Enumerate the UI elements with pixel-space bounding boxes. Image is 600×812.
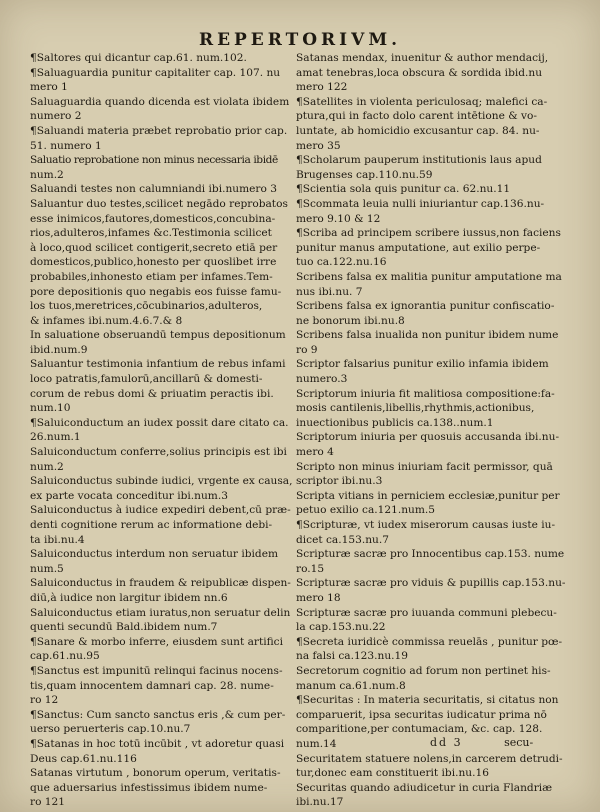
index-line: Securitas quando adiudicetur in curia Flandriæ [296, 781, 553, 794]
index-line: ro.15 [296, 562, 325, 575]
index-line: tuo ca.122.nu.16 [296, 256, 387, 269]
signature-mark: dd 3 [430, 736, 463, 749]
index-line: num.10 [30, 402, 71, 415]
index-line: rios,adulteros,infames &c.Testimonia scilicet [30, 227, 272, 240]
index-line: ro 12 [30, 694, 59, 707]
index-line: corum de rebus domi & priuatim peractis ibi. [30, 387, 274, 400]
index-line: num.2 [30, 168, 64, 181]
index-line: manum ca.61.num.8 [296, 679, 406, 692]
index-line: ne bonorum ibi.nu.8 [296, 314, 405, 327]
index-line: tur,donec eam constituerit ibi.nu.16 [296, 767, 489, 780]
index-line: ¶Secreta iuridicè commissa reuelās , punitur pœ- [296, 635, 563, 648]
index-line: probabiles,inhonesto etiam per infames.Tem- [30, 270, 273, 283]
index-line: Saluiconductus subinde iudici, vrgente ex causa, [30, 475, 293, 488]
index-line: ibid.num.9 [30, 343, 88, 356]
index-line: Scripturæ sacræ pro viduis & pupillis cap.153.nu- [296, 577, 566, 590]
index-line: & infames ibi.num.4.6.7.& 8 [30, 314, 183, 327]
index-line: num.5 [30, 562, 64, 575]
index-line: Satanas mendax, inuenitur & author mendacij, [296, 52, 549, 64]
index-line: esse inimicos,fautores,domesticos,concubina- [30, 212, 276, 225]
catchword: secu- [504, 736, 534, 749]
index-line: mero 122 [296, 81, 348, 94]
index-line: ¶Scommata leuia nulli iniuriantur cap.136.nu- [296, 197, 545, 210]
index-line: Satanas virtutum , bonorum operum, veritatis- [30, 767, 281, 780]
index-line: nus ibi.nu. 7 [296, 285, 363, 298]
index-line: ¶Scriba ad principem scribere iussus,non faciens [296, 227, 561, 240]
index-line: ro 121 [30, 796, 66, 809]
index-line: amat tenebras,loca obscura & sordida ibid.nu [296, 66, 543, 79]
index-line: quenti secundū Bald.ibidem num.7 [30, 621, 218, 634]
index-line: mero 9.10 & 12 [296, 212, 381, 225]
index-line: Saluantur duo testes,scilicet negādo reprobatos [30, 197, 288, 210]
index-line: na falsi ca.123.nu.19 [296, 650, 409, 663]
index-line: Secretorum cognitio ad forum non pertinet his- [296, 664, 551, 677]
index-line: ¶Sanctus: Cum sancto sanctus eris ,& cum per- [30, 708, 286, 721]
index-line: ¶Sanctus est impunitū relinqui facinus nocens- [30, 664, 283, 677]
index-line: mero 1 [30, 81, 68, 94]
index-line: ro 9 [296, 343, 318, 356]
index-line: Deus cap.61.nu.116 [30, 752, 137, 765]
index-line: num.2 [30, 460, 64, 473]
index-line: ex parte vocata conceditur ibi.num.3 [30, 489, 228, 502]
index-line: comparitione,per contumaciam, &c. cap. 128. [296, 723, 543, 736]
index-line: ta ibi.nu.4 [30, 533, 85, 546]
index-line: diū,à iudice non largitur ibidem nn.6 [30, 591, 228, 604]
index-line: la cap.153.nu.22 [296, 621, 386, 634]
index-line: ¶Saluaguardia punitur capitaliter cap. 107. nu [30, 66, 281, 79]
index-line: ¶Saluandi materia præbet reprobatio prior cap. [30, 124, 288, 137]
index-line: Saluaguardia quando dicenda est violata ibidem [30, 95, 290, 108]
index-line: dicet ca.153.nu.7 [296, 533, 389, 546]
index-line: num.14 [296, 737, 337, 750]
index-line: Scripturæ sacræ pro Innocentibus cap.153. nume [296, 548, 565, 561]
index-line: ¶Scripturæ, vt iudex miserorum causas iuste iu- [296, 519, 556, 531]
index-line: Scriptor falsarius punitur exilio infamia ibidem [296, 358, 549, 371]
index-line: uerso peruerteris cap.10.nu.7 [30, 723, 191, 736]
index-line: ¶Satanas in hoc totū incūbit , vt adoretur quasi [30, 737, 285, 750]
index-line: Saluiconductus in fraudem & reipublicæ dispen- [30, 577, 291, 590]
index-line: ¶Satellites in violenta periculosaq; malefici ca- [296, 95, 548, 108]
index-line: In saluatione obseruandū tempus depositionum [30, 329, 286, 342]
index-line: ¶Securitas : In materia securitatis, si citatus non [296, 694, 559, 707]
running-header: REPERTORIVM. [198, 30, 402, 50]
index-line: los tuos,meretrices,cōcubinarios,adulteros, [30, 300, 263, 313]
index-line: Scripta vitians in perniciem ecclesiæ,punitur per [296, 489, 560, 502]
index-line: scriptor ibi.nu.3 [296, 475, 383, 488]
index-line: que aduersarius infestissimus ibidem nume- [30, 781, 268, 794]
index-line: domesticos,publico,honesto per quoslibet irre [30, 256, 277, 269]
page-footer [430, 736, 590, 749]
index-line: Scriptorum iniuria per quosuis accusanda ibi.nu- [296, 431, 560, 444]
index-line: loco patratis,famulorū,ancillarū & domesti- [30, 373, 263, 386]
index-line: Saluandi testes non calumniandi ibi.numero 3 [30, 183, 277, 196]
index-line: Brugenses cap.110.nu.59 [296, 168, 433, 181]
index-line: Saluiconductus interdum non seruatur ibidem [30, 548, 279, 561]
index-line: ptura,qui in facto dolo carent intētione & vo- [296, 110, 538, 123]
index-line: ¶Scholarum pauperum institutionis laus apud [296, 154, 542, 167]
index-line: mero 35 [296, 139, 341, 152]
index-line: numero 2 [30, 110, 82, 123]
index-line: pore depositionis quo negabis eos fuisse famu- [30, 285, 282, 298]
index-line: tis,quam innocentem damnari cap. 28. nume- [30, 679, 274, 692]
index-line: comparuerit, ipsa securitas iudicatur prima nō [296, 708, 547, 721]
index-line: Saluiconductus à iudice expediri debent,cū præ- [30, 504, 291, 517]
index-line: Scriptorum iniuria fit malitiosa compositione:fa- [296, 387, 555, 400]
index-line: mero 4 [296, 446, 334, 459]
index-line: ¶Scientia sola quis punitur ca. 62.nu.11 [296, 183, 511, 196]
index-line: Securitatem statuere nolens,in carcerem detrudi- [296, 752, 563, 765]
index-line: à loco,quod scilicet contigerit,secreto etiā per [30, 241, 278, 254]
index-line: Scripturæ sacræ pro iuuanda communi plebecu- [296, 606, 557, 619]
index-line: numero.3 [296, 373, 348, 386]
index-line: Scribens falsa inualida non punitur ibidem nume [296, 329, 559, 342]
index-line: Saluiconductus etiam iuratus,non seruatur delin [30, 606, 291, 619]
index-line: ¶Sanare & morbo inferre, eiusdem sunt artifici [30, 635, 283, 648]
index-line: Scripto non minus iniuriam facit permissor, quā [296, 460, 553, 473]
index-line: ¶Saluiconductum an iudex possit dare citato ca. [30, 416, 289, 429]
index-line: ¶Saltores qui dicantur cap.61. num.102. [30, 52, 247, 64]
index-line: petuo exilio ca.121.num.5 [296, 504, 436, 517]
index-line: mero 18 [296, 591, 341, 604]
index-line: Saluatio reprobatione non minus necessaria ibidē [30, 154, 278, 167]
index-line: ibi.nu.17 [296, 796, 344, 809]
index-line: 26.num.1 [30, 431, 81, 444]
index-line: 51. numero 1 [30, 139, 102, 152]
index-line: denti cognitione rerum ac informatione debi- [30, 519, 273, 531]
index-line: inuectionibus publicis ca.138..num.1 [296, 416, 494, 429]
index-line: cap.61.nu.95 [30, 650, 100, 663]
index-line: punitur manus amputatione, aut exilio perpe- [296, 241, 541, 254]
index-line: Saluantur testimonia infantium de rebus infami [30, 358, 286, 371]
index-line: luntate, ab homicidio excusantur cap. 84. nu- [296, 124, 540, 137]
index-line: Saluiconductum conferre,solius principis est ibi [30, 446, 287, 459]
index-line: mosis cantilenis,libellis,rhythmis,actionibus, [296, 402, 535, 415]
left-column [30, 51, 294, 810]
index-line: Scribens falsa ex malitia punitur amputatione ma [296, 270, 562, 283]
index-line: Scribens falsa ex ignorantia punitur confiscatio- [296, 300, 555, 313]
right-column [296, 51, 574, 810]
